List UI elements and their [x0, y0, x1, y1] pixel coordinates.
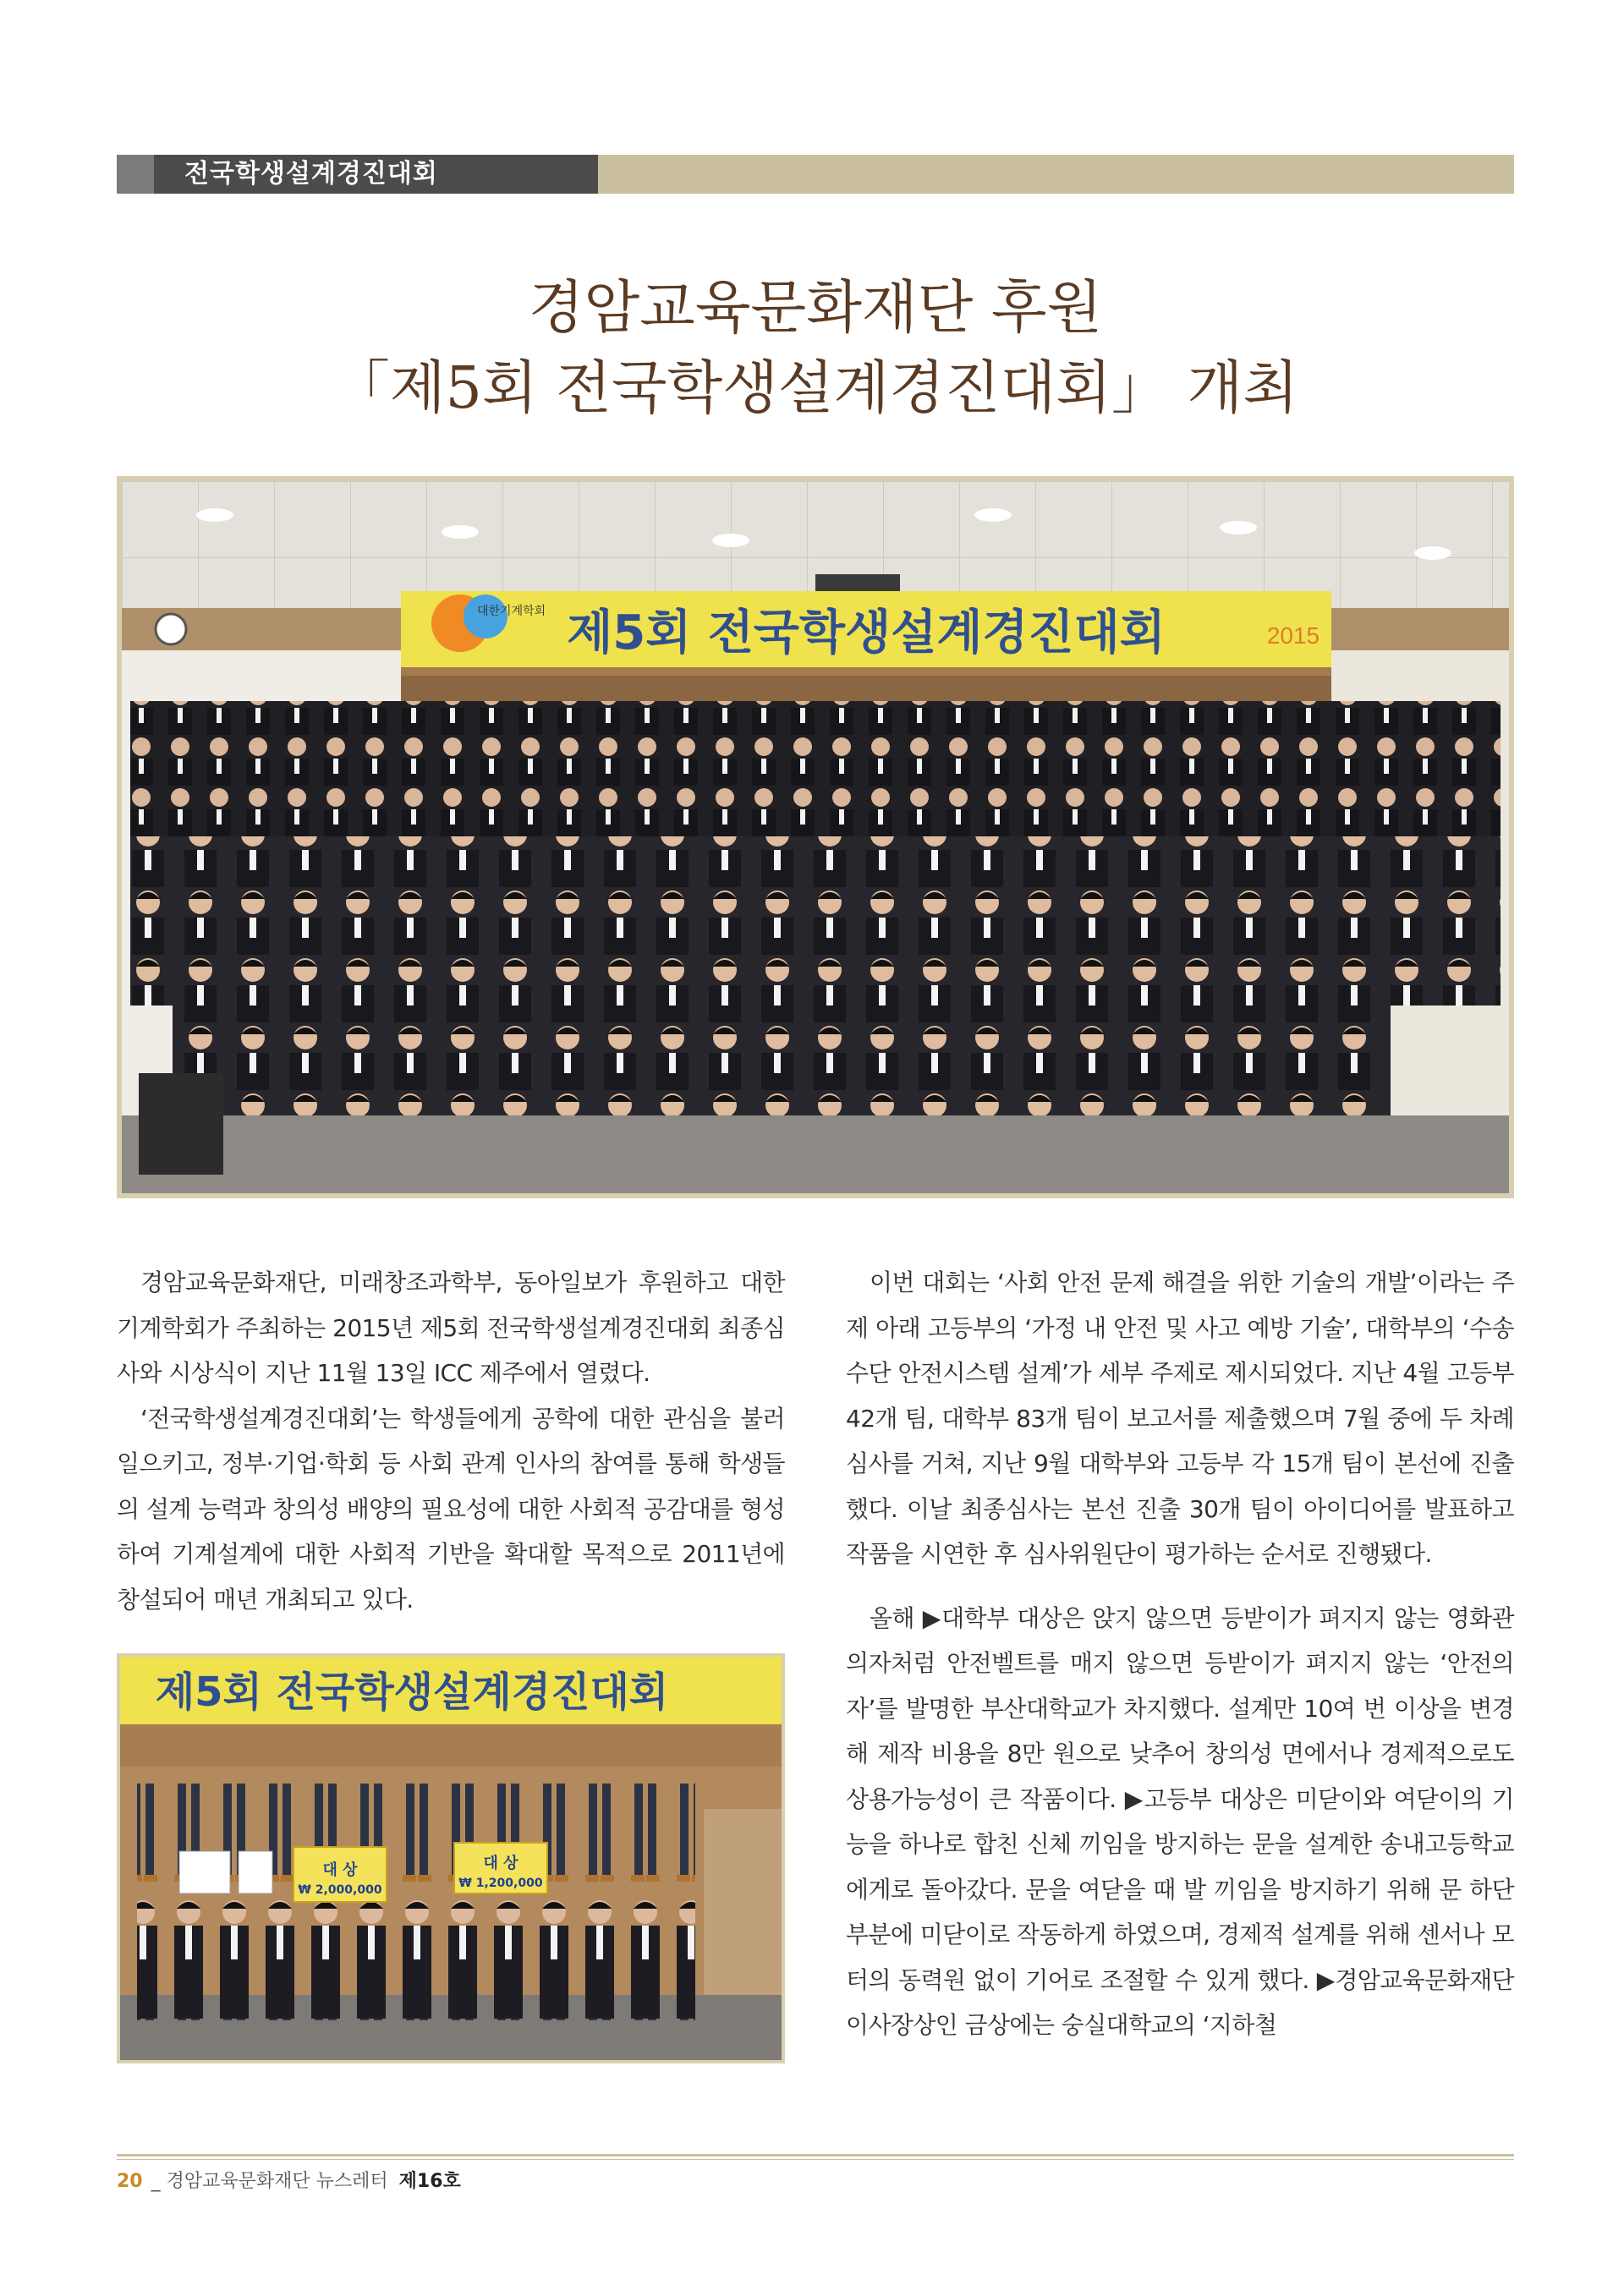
sign2-amount: ₩ 1,200,000	[458, 1877, 543, 1890]
banner-year: 2015	[1266, 622, 1320, 649]
section-header-bar	[117, 155, 1514, 194]
article-title-line1: 경암교육문화재단 후원	[528, 275, 1103, 342]
award-photo	[117, 1653, 785, 2063]
issue-number: 제16호	[398, 2171, 461, 2192]
main-banner-text: 제5회 전국학생설계경진대회	[567, 606, 1166, 660]
group-photo	[117, 476, 1514, 1198]
sign2-title: 대 상	[483, 1855, 518, 1872]
paragraph: ‘전국학생설계경진대회’는 학생들에게 공학에 대한 관심을 불러일으키고, 정부·기업·학회 등 사회 관계 인사의 참여를 통해 학생들의 설계 능력과 창의성 배양의 필요성에 대한 사회적 공감대를 형성하여 기계설계에 대한 사회적 기반을 확대할 목적으로 2011년에 창설되어 매년 개최되고 있다.	[117, 1404, 785, 1614]
award-banner-text: 제5회 전국학생설계경진대회	[155, 1669, 669, 1716]
footer-separator: _	[151, 2171, 161, 2192]
section-tab-marker	[117, 155, 154, 194]
section-label: 전국학생설계경진대회	[184, 159, 438, 189]
footer-rule-thin	[117, 2159, 1514, 2160]
article-left-column	[117, 1260, 785, 1622]
article-title-line2: 「제5회 전국학생설계경진대회」 개최	[332, 355, 1299, 422]
page-number: 20	[117, 2171, 143, 2192]
publication-name: 경암교육문화재단 뉴스레터	[166, 2171, 388, 2192]
sign1-title: 대 상	[322, 1861, 358, 1879]
article-right-column	[846, 1260, 1514, 2048]
footer-rule	[117, 2154, 1514, 2156]
sign1-amount: ₩ 2,000,000	[298, 1883, 382, 1897]
paragraph: 올해 ▶대학부 대상은 앉지 않으면 등받이가 펴지지 않는 영화관 의자처럼 안전벨트를 매지 않으면 등받이가 펴지지 않는 ‘안전의자’를 발명한 부산대학교가 차지했다. 설계만 10여 번 이상을 변경해 제작 비용을 8만 원으로 낮추어 창의성 면에서나 경제적으로도 상용가능성이 큰 작품이다. ▶고등부 대상은 미닫이와 여닫이의 기능을 하나로 합친 신체 끼임을 방지하는 문을 설계한 송내고등학교에게로 돌아갔다. 문을 여닫을 때 발 끼임을 방지하기 위해 문 하단 부분에 미닫이로 작동하게 하였으며, 경제적 설계를 위해 센서나 모터의 동력원 없이 기어로 조절할 수 있게 했다. ▶경암교육문화재단 이사장상인 금상에는 숭실대학교의 ‘지하철	[846, 1603, 1514, 2039]
logo-text: 대한기계학회	[477, 604, 546, 617]
paragraph: 이번 대회는 ‘사회 안전 문제 해결을 위한 기술의 개발’이라는 주제 아래 고등부의 ‘가정 내 안전 및 사고 예방 기술’, 대학부의 ‘수송수단 안전시스템 설계’가 세부 주제로 제시되었다. 지난 4월 고등부 42개 팀, 대학부 83개 팀이 보고서를 제출했으며 7월 중에 두 차례 심사를 거쳐, 지난 9월 대학부와 고등부 각 15개 팀이 본선에 진출했다. 이날 최종심사는 본선 진출 30개 팀이 아이디어를 발표하고 작품을 시연한 후 심사위원단이 평가하는 순서로 진행됐다.	[846, 1269, 1514, 1568]
paragraph: 경암교육문화재단, 미래창조과학부, 동아일보가 후원하고 대한기계학회가 주최하는 2015년 제5회 전국학생설계경진대회 최종심사와 시상식이 지난 11월 13일 ICC 제주에서 열렸다.	[117, 1269, 785, 1387]
page-footer	[117, 2165, 461, 2199]
